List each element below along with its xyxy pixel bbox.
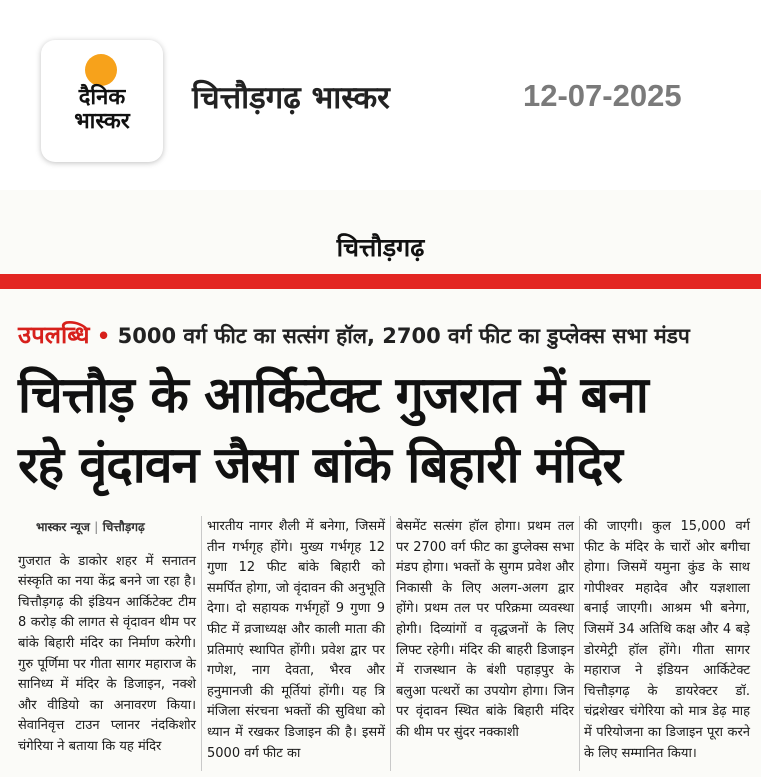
logo-line-2: भास्कर — [74, 109, 130, 134]
kicker-label: उपलब्धि — [18, 321, 90, 349]
byline-place: चित्तौड़गढ़ — [102, 520, 145, 534]
column-divider — [201, 516, 202, 771]
byline-source: भास्कर न्यूज — [36, 520, 90, 534]
edition-title: चित्तौड़गढ़ भास्कर — [192, 80, 390, 116]
headline — [18, 360, 748, 500]
article-column-4: की जाएगी। कुल 15,000 वर्ग फीट के मंदिर के चारों ओर बगीचा होगा। जिसमें यमुना कुंड के साथ गोपीश्वर महादेव और यज्ञशाला बनाई जाएगी। आश्रम भी बनेगा, जिसमें 34 अतिथि कक्ष और 4 बड़े डोरमेट्री हॉल होंगे। गीता सागर महाराज ने इंडियन आर्किटेक्ट चित्तौड़गढ़ के डायरेक्टर डॉ. चंद्रशेखर चंगेरिया को मात्र डेढ़ माह में परियोजना का डिजाइन पूरा करने के लिए सम्मानित किया। — [584, 519, 750, 761]
city-section-header: चित्तौड़गढ़ — [336, 233, 425, 262]
sun-icon — [85, 54, 117, 86]
kicker-text: 5000 वर्ग फीट का सत्संग हॉल, 2700 वर्ग फीट का डुप्लेक्स सभा मंडप — [117, 324, 690, 348]
article-column-1 — [18, 517, 196, 758]
kicker-line — [18, 318, 690, 351]
byline — [18, 517, 196, 538]
dainik-bhaskar-logo[interactable] — [41, 40, 163, 162]
byline-separator: | — [94, 520, 99, 534]
edition-date: 12-07-2025 — [523, 78, 682, 113]
logo-line-1: दैनिक — [78, 85, 126, 110]
app-header — [0, 0, 761, 190]
column-divider — [579, 516, 580, 771]
column-divider — [390, 516, 391, 771]
article-text-1: गुजरात के डाकोर शहर में सनातन संस्कृति का नया केंद्र बनने जा रहा है। चित्तौड़गढ़ की इंडियन आर्किटेक्ट टीम 8 करोड़ की लागत से वृंदावन थीम पर बांके बिहारी मंदिर का निर्माण करेगी। गुरु पूर्णिमा पर गीता सागर महाराज के सानिध्य में मंदिर के डिजाइन, नक्शे और वीडियो का अनावरण किया। सेवानिवृत्त टाउन प्लानर नंदकिशोर चंगेरिया ने बताया कि यह मंदिर — [18, 553, 196, 754]
newspaper-page — [0, 190, 761, 777]
article-column-2: भारतीय नागर शैली में बनेगा, जिसमें तीन गर्भगृह होंगे। मुख्य गर्भगृह 12 गुणा 12 फीट बांके बिहारी को समर्पित होगा, जो वृंदावन की अनुभूति देगा। दो सहायक गर्भगृहों 9 गुणा 9 फीट में व्रजाध्यक्ष और काली माता की प्रतिमाएं स्थापित होंगी। प्रवेश द्वार पर गणेश, नाग देवता, भैरव और हनुमानजी की मूर्तियां होंगी। यह त्रि मंजिला संरचना भक्तों की सुविधा को ध्यान में रखकर डिजाइन की है। इसमें 5000 वर्ग फीट का — [207, 519, 385, 761]
headline-line-2: रहे वृंदावन जैसा बांके बिहारी मंदिर — [18, 436, 622, 494]
red-divider — [0, 274, 761, 289]
article-column-3: बेसमेंट सत्संग हॉल होगा। प्रथम तल पर 2700 वर्ग फीट का डुप्लेक्स सभा मंडप होगा। भक्तों के सुगम प्रवेश और निकासी के लिए अलग-अलग द्वार होंगे। प्रथम तल पर परिक्रमा व्यवस्था होगी। दिव्यांगों व वृद्धजनों के लिए लिफ्ट रहेगी। मंदिर की बाहरी डिजाइन में राजस्थान के बंशी पहाड़पुर के बलुआ पत्थरों का उपयोग होगा। जिन पर वृंदावन स्थित बांके बिहारी मंदिर की थीम पर सुंदर नक्काशी — [396, 519, 574, 740]
kicker-dot: • — [96, 324, 111, 348]
headline-line-1: चित्तौड़ के आर्किटेक्ट गुजरात में बना — [18, 366, 648, 424]
